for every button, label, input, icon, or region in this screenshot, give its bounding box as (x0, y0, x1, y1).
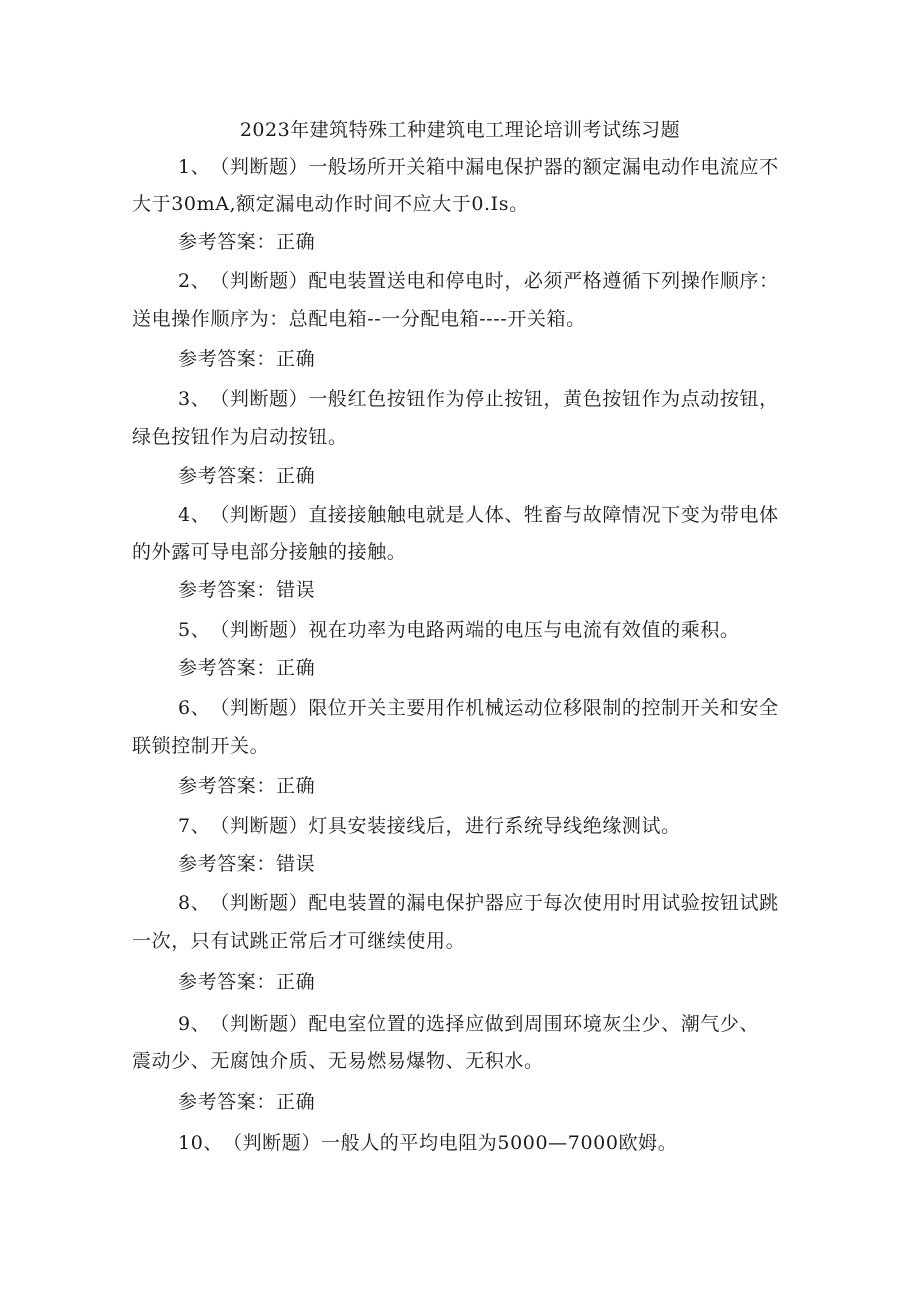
question-text-line1: 配电装置的漏电保护器应于每次使用时用试验按钮试跳 (308, 892, 779, 914)
answer-label: 参考答案： (178, 348, 277, 370)
question-number: 3、 (178, 388, 211, 410)
question-type: （判断题） (210, 815, 309, 837)
question-number: 5、 (178, 619, 211, 641)
question-3 (132, 385, 802, 413)
question-type: （判断题） (210, 504, 309, 526)
question-number: 8、 (178, 892, 211, 914)
document-title: 2023年建筑特殊工种建筑电工理论培训考试练习题 (239, 119, 681, 141)
answer-value: 正确 (276, 231, 316, 253)
question-number: 6、 (178, 697, 211, 719)
question-type: （判断题） (210, 697, 309, 719)
question-4-continuation: 的外露可导电部分接触的接触。 (132, 541, 407, 563)
question-text-line1: 直接接触触电就是人体、牲畜与故障情况下变为带电体 (308, 504, 779, 526)
question-text-line1: 一般红色按钮作为停止按钮，黄色按钮作为点动按钮， (308, 388, 779, 410)
question-8 (132, 889, 802, 917)
answer-label: 参考答案： (178, 657, 277, 679)
question-text-line1: 一般人的平均电阻为5000—7000欧姆。 (321, 1132, 678, 1154)
answer-label: 参考答案： (178, 775, 277, 797)
question-8-continuation: 一次，只有试跳正常后才可继续使用。 (132, 930, 466, 952)
question-number: 7、 (178, 815, 211, 837)
answer-label: 参考答案： (178, 853, 277, 875)
question-3-continuation: 绿色按钮作为启动按钮。 (132, 426, 348, 448)
answer-label: 参考答案： (178, 579, 277, 601)
answer-7 (178, 850, 315, 878)
question-2 (132, 267, 802, 295)
question-text-line1: 一般场所开关箱中漏电保护器的额定漏电动作电流应不 (308, 156, 779, 178)
answer-value: 正确 (276, 971, 316, 993)
question-number: 9、 (178, 1013, 211, 1035)
answer-label: 参考答案： (178, 231, 277, 253)
question-9 (132, 1010, 802, 1038)
answer-2 (178, 345, 315, 373)
question-type: （判断题） (210, 388, 309, 410)
question-2-continuation: 送电操作顺序为：总配电箱--一分配电箱----开关箱。 (132, 308, 586, 330)
question-1 (132, 153, 802, 181)
answer-label: 参考答案： (178, 1091, 277, 1113)
answer-value: 正确 (276, 348, 316, 370)
answer-value: 正确 (276, 775, 316, 797)
answer-value: 错误 (276, 853, 316, 875)
question-5 (132, 616, 802, 644)
answer-9 (178, 1088, 315, 1116)
question-9-continuation: 震动少、无腐蚀介质、无易燃易爆物、无积水。 (132, 1050, 544, 1072)
question-text-line1: 限位开关主要用作机械运动位移限制的控制开关和安全 (308, 697, 779, 719)
question-type: （判断题） (222, 1132, 321, 1154)
answer-value: 正确 (276, 657, 316, 679)
question-10 (132, 1129, 802, 1157)
question-6-continuation: 联锁控制开关。 (132, 735, 270, 757)
question-6 (132, 694, 802, 722)
question-type: （判断题） (210, 619, 309, 641)
question-type: （判断题） (210, 156, 309, 178)
question-type: （判断题） (210, 270, 309, 292)
answer-value: 正确 (276, 465, 316, 487)
question-number: 2、 (178, 270, 211, 292)
answer-value: 正确 (276, 1091, 316, 1113)
question-number: 10、 (178, 1132, 223, 1154)
answer-label: 参考答案： (178, 971, 277, 993)
answer-3 (178, 462, 315, 490)
question-4 (132, 501, 802, 529)
answer-6 (178, 772, 315, 800)
question-text-line1: 视在功率为电路两端的电压与电流有效值的乘积。 (308, 619, 740, 641)
answer-5 (178, 654, 315, 682)
question-number: 1、 (178, 156, 211, 178)
answer-label: 参考答案： (178, 465, 277, 487)
question-number: 4、 (178, 504, 211, 526)
answer-value: 错误 (276, 579, 316, 601)
question-type: （判断题） (210, 892, 309, 914)
question-text-line1: 灯具安装接线后，进行系统导线绝缘测试。 (308, 815, 681, 837)
answer-8 (178, 968, 315, 996)
answer-1 (178, 228, 315, 256)
question-7 (132, 812, 802, 840)
question-1-continuation: 大于30mA,额定漏电动作时间不应大于0.Is。 (132, 193, 529, 215)
question-text-line1: 配电室位置的选择应做到周围环境灰尘少、潮气少、 (308, 1013, 760, 1035)
answer-4 (178, 576, 315, 604)
question-text-line1: 配电装置送电和停电时，必须严格遵循下列操作顺序： (308, 270, 779, 292)
question-type: （判断题） (210, 1013, 309, 1035)
